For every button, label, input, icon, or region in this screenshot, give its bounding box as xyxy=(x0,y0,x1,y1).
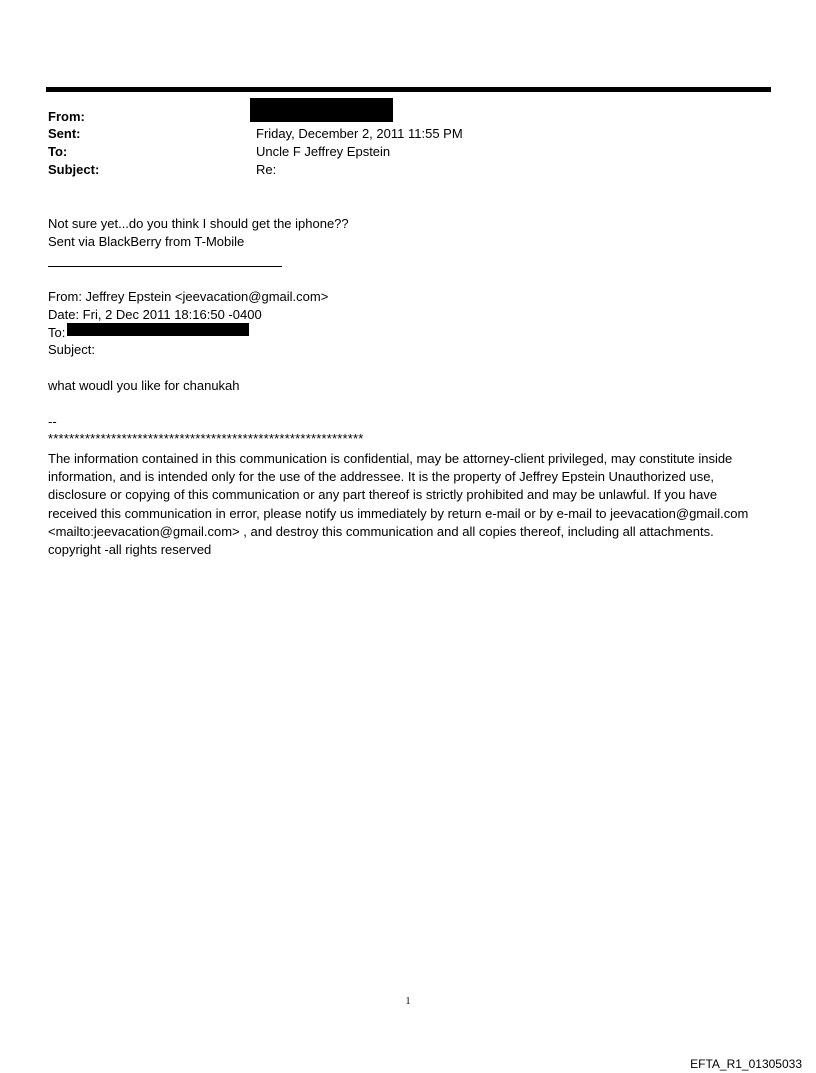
sent-label: Sent: xyxy=(48,126,81,141)
quoted-from: From: Jeffrey Epstein <jeevacation@gmail.com> xyxy=(48,289,329,304)
to-label: To: xyxy=(48,144,68,159)
bates-number: EFTA_R1_01305033 xyxy=(690,1057,802,1071)
subject-value: Re: xyxy=(256,162,277,177)
quoted-to-label: To: xyxy=(48,325,66,340)
quote-separator-rule xyxy=(48,266,282,267)
quoted-body: what woudl you like for chanukah xyxy=(48,378,240,393)
quoted-subject: Subject: xyxy=(48,342,95,357)
reply-line-2: Sent via BlackBerry from T-Mobile xyxy=(48,234,245,249)
header-from-row xyxy=(48,108,768,126)
confidentiality-disclaimer: The information contained in this communication is confidential, may be attorney-client privileged, may constitute inside information, and is intended only for the use of the addressee. It is the property of Jeffrey Epstein Unauthorized use, disclosure or copying of this communication or any part thereof is strictly prohibited and may be unlawful. If you have received this communication in error, please notify us immediately by return e-mail or by e-mail to jeevacation@gmail.com <mailto:jeevacation@gmail.com> , and destroy this communication and all copies thereof, including all attachments. copyright -all rights reserved xyxy=(48,451,749,558)
signature-stars: ************************************************************ xyxy=(48,431,364,446)
quoted-to xyxy=(48,324,65,342)
sent-value: Friday, December 2, 2011 11:55 PM xyxy=(256,126,463,141)
redaction-to xyxy=(67,323,249,336)
header-sent-row xyxy=(48,125,768,143)
to-value: Uncle F Jeffrey Epstein xyxy=(256,144,391,159)
signature-dashes: -- xyxy=(48,414,57,429)
header-top-rule xyxy=(46,87,771,92)
header-subject-row xyxy=(48,161,768,179)
header-to-row xyxy=(48,143,768,161)
reply-line-1: Not sure yet...do you think I should get the iphone?? xyxy=(48,216,349,231)
from-label: From: xyxy=(48,109,85,124)
page-number: 1 xyxy=(405,996,411,1007)
quoted-date: Date: Fri, 2 Dec 2011 18:16:50 -0400 xyxy=(48,307,262,322)
redaction-from xyxy=(250,98,393,122)
subject-label: Subject: xyxy=(48,162,100,177)
